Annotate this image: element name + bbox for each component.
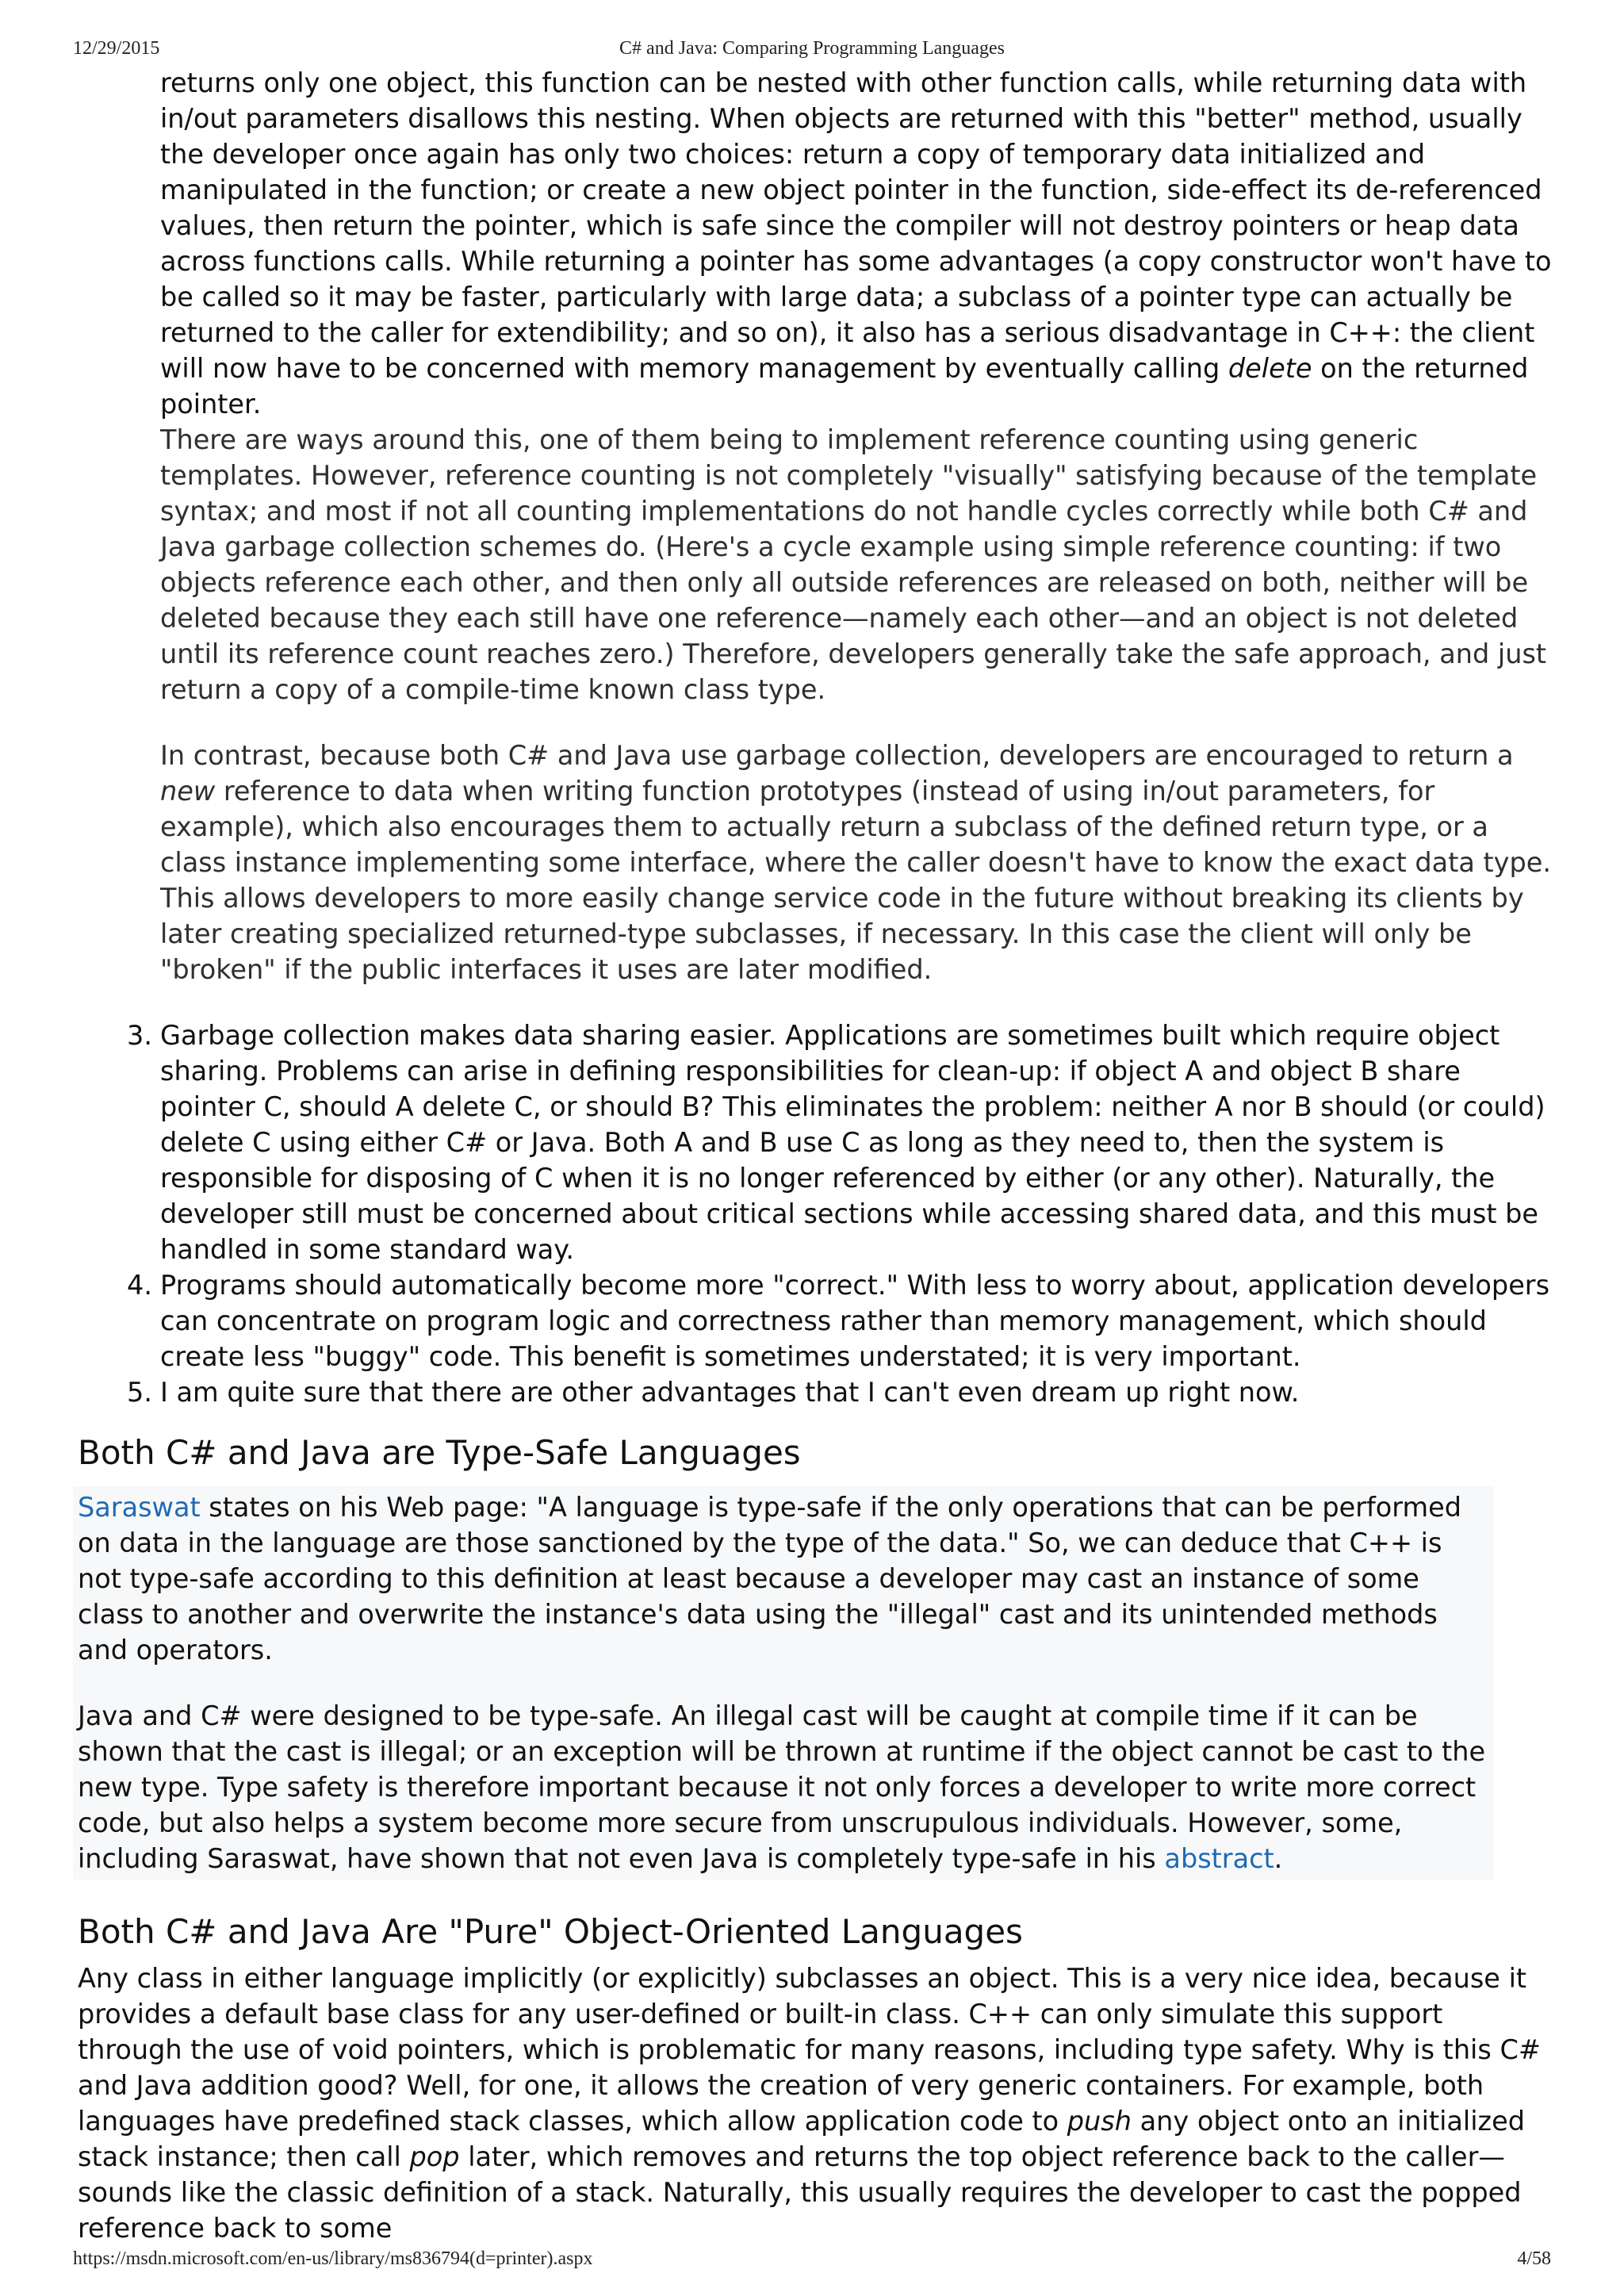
paragraph-reference-counting: There are ways around this, one of them being to implement reference counting using generic templates. However, reference counting is not completely "visually" satisfying because of the template syntax; and most if not all counting implementations do not handle cycles correctly while both C# and Java garbage collection schemes do. (Here's a cycle example using simple reference counting: if two objects reference each other, and then only all outside references are released on both, neither will be deleted because they each still have one reference—namely each other—and an object is not deleted until its reference count reaches zero.) Therefore, developers generally take the safe approach, and just return a copy of a compile-time known class type. [160, 424, 1547, 705]
heading-pure-oo: Both C# and Java Are "Pure" Object-Oriented Languages [78, 1912, 1023, 1951]
paragraph-object-base-class: Any class in either language implicitly (or explicitly) subclasses an object. This is a very nice idea, because it provides a default base class for any user-defined or built-in class. C++ can only simulate this support through the use of void pointers, which is problematic for many reasons, including type safety. Why is this C# and Java addition good? Well, for one, it allows the creation of very generic containers. For example, both languages have predefined stack classes, which allow application code to push any object onto an initialized stack instance; then call pop later, which removes and returns the top object reference back to the caller—sounds like the classic definition of a stack. Naturally, this usually requires the developer to cast the popped reference back to some [78, 1963, 1541, 2244]
list-number: 5. [127, 1377, 152, 1408]
paragraph-saraswat: Saraswat states on his Web page: "A language is type-safe if the only operations that can be performed on data in the language are those sanctioned by the type of the data." So, we can deduce that C++ is not type-safe according to this definition at least because a developer may cast an instance of some class to another and overwrite the instance's data using the "illegal" cast and its unintended methods and operators. [78, 1492, 1461, 1665]
list-item: 3. Garbage collection makes data sharing easier. Applications are sometimes built which require object sharing. Problems can arise in defining responsibilities for clean-up: if object A and object B share pointer C, should A delete C, or should B? This eliminates the problem: neither A nor B should (or could) delete C using either C# or Java. Both A and B use C as long as they need to, then the system is responsible for disposing of C when it is no longer referenced by either (or any other). Naturally, the developer still must be concerned about critical sections while accessing shared data, and this must be handled in some standard way. [160, 1018, 1562, 1267]
abstract-link[interactable]: abstract [1164, 1843, 1274, 1874]
print-title: C# and Java: Comparing Programming Languages [619, 38, 1005, 59]
print-header [0, 38, 1624, 63]
print-date: 12/29/2015 [73, 38, 160, 59]
paragraph-return-objects: returns only one object, this function can be nested with other function calls, while returning data with in/out parameters disallows this nesting. When objects are returned with this "better" method, usually the developer once again has only two choices: return a copy of temporary data initialized and manipulated in the function; or create a new object pointer in the function, side-effect its de-referenced values, then return the pointer, which is safe since the compiler will not destroy pointers or heap data across functions calls. While returning a pointer has some advantages (a copy constructor won't have to be called so it may be faster, particularly with large data; a subclass of a pointer type can actually be returned to the caller for extendibility; and so on), it also has a serious disadvantage in C++: the client will now have to be concerned with memory management by eventually calling delete on the returned pointer. [160, 67, 1552, 420]
type-safe-block [73, 1486, 1494, 1880]
print-footer [0, 2248, 1624, 2274]
list-item: 4. Programs should automatically become more "correct." With less to worry about, application developers can concentrate on program logic and correctness rather than memory management, which should create less "buggy" code. This benefit is sometimes understated; it is very important. [160, 1267, 1562, 1374]
saraswat-link[interactable]: Saraswat [78, 1492, 201, 1523]
emphasis-new: new [160, 776, 216, 807]
list-item: 5. I am quite sure that there are other advantages that I can't even dream up right now. [160, 1374, 1562, 1410]
list-number: 4. [127, 1270, 152, 1301]
paragraph-garbage-collection-contrast: In contrast, because both C# and Java use garbage collection, developers are encouraged to return a new reference to data when writing function prototypes (instead of using in/out parameters, for example), which also encourages them to actually return a subclass of the defined return type, or a class instance implementing some interface, where the caller doesn't have to know the exact data type. This allows developers to more easily change service code in the future without breaking its clients by later creating specialized returned-type subclasses, if necessary. In this case the client will only be "broken" if the public interfaces it uses are later modified. [160, 740, 1552, 985]
list-number: 3. [127, 1020, 152, 1051]
heading-type-safe: Both C# and Java are Type-Safe Languages [78, 1433, 801, 1472]
emphasis-delete: delete [1228, 353, 1312, 384]
paragraph-type-safety: Java and C# were designed to be type-safe. An illegal cast will be caught at compile time if it can be shown that the cast is illegal; or an exception will be thrown at runtime if the object cannot be cast to the new type. Type safety is therefore important because it not only forces a developer to write more correct code, but also helps a system become more secure from unscrupulous individuals. However, some, including Saraswat, have shown that not even Java is completely type-safe in his abstract. [78, 1700, 1486, 1874]
page-url: https://msdn.microsoft.com/en-us/library/ms836794(d=printer).aspx [73, 2248, 593, 2269]
emphasis-pop: pop [409, 2141, 460, 2172]
article-body [0, 65, 1624, 2246]
page-number: 4/58 [1517, 2248, 1551, 2269]
emphasis-push: push [1067, 2106, 1132, 2137]
advantages-list [0, 1018, 1624, 1410]
